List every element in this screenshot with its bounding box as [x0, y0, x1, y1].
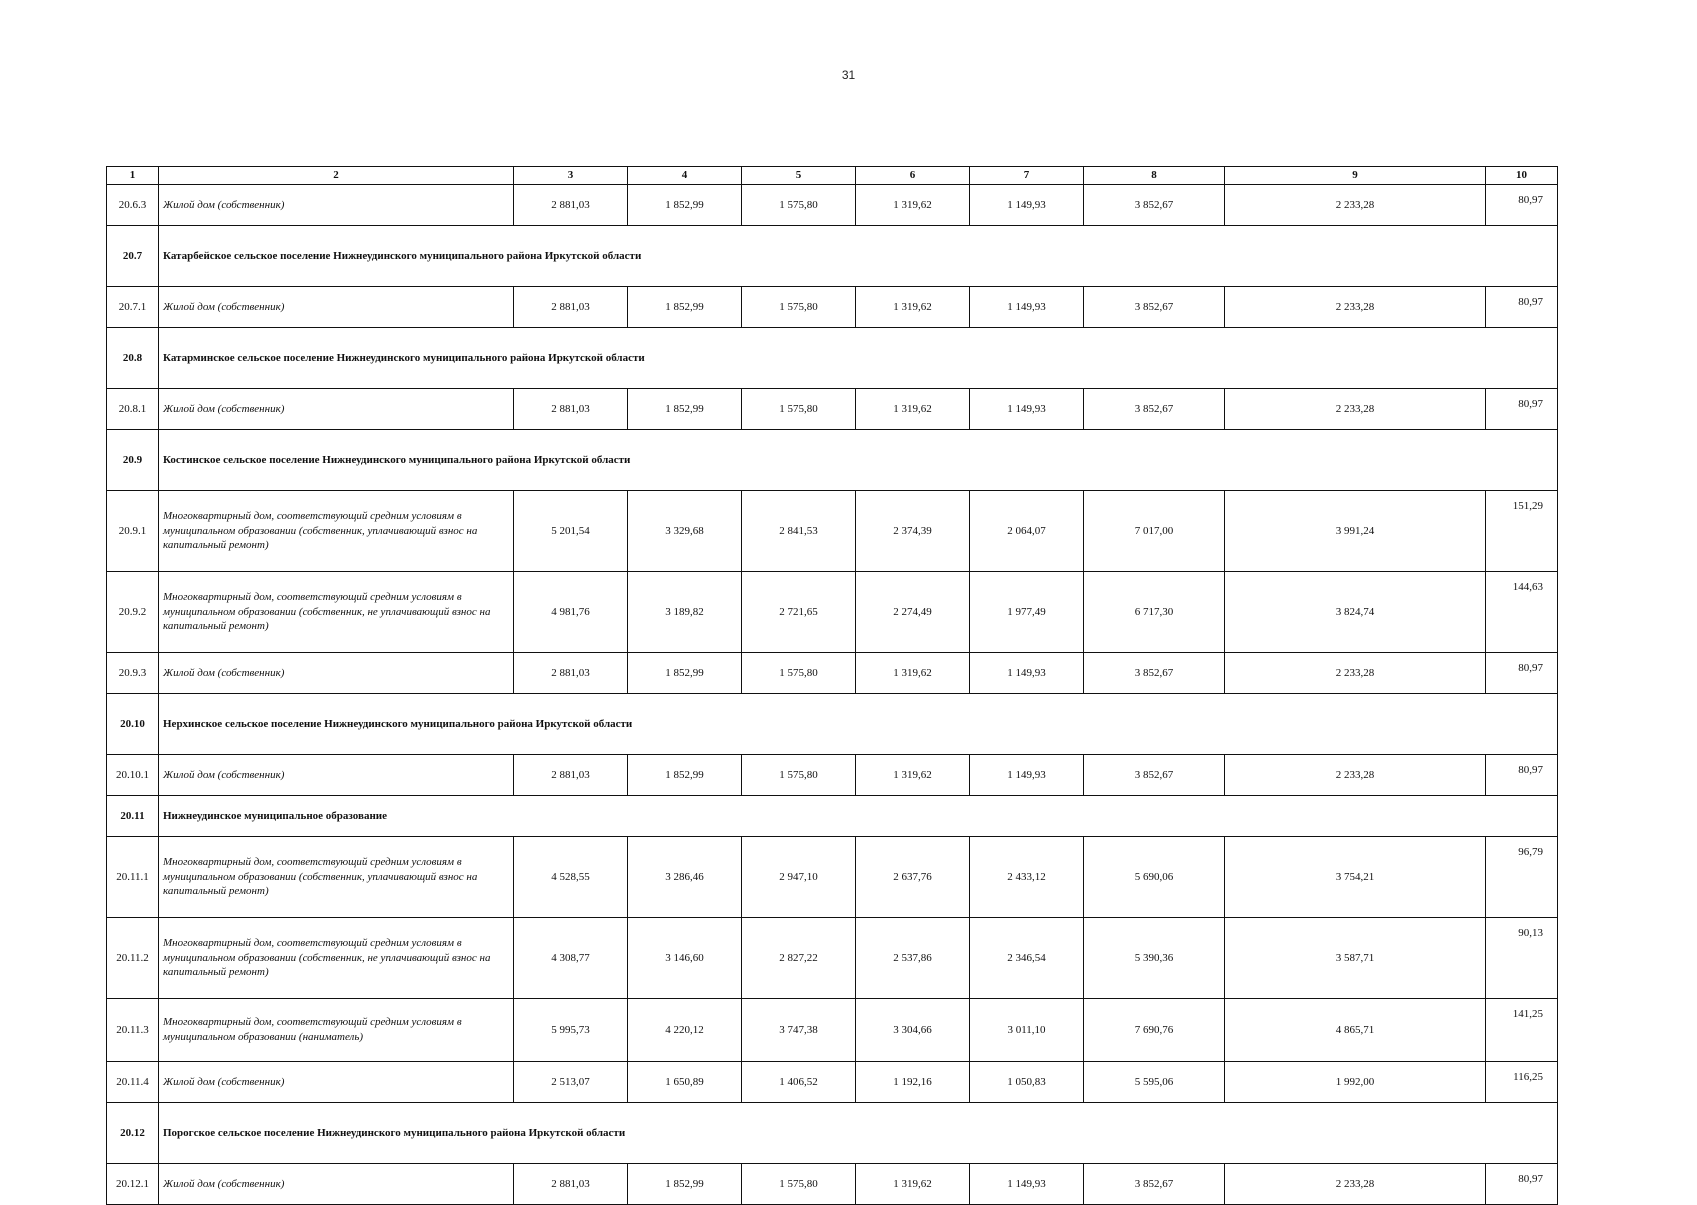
column-header: 5 [742, 167, 856, 185]
value-cell: 3 852,67 [1084, 755, 1225, 796]
row-code: 20.9.3 [107, 653, 159, 694]
value-cell: 1 050,83 [970, 1062, 1084, 1103]
row-code: 20.11.3 [107, 999, 159, 1062]
value-cell: 3 852,67 [1084, 1164, 1225, 1205]
value-cell: 1 852,99 [628, 653, 742, 694]
table-row [107, 837, 1558, 918]
value-cell: 5 995,73 [514, 999, 628, 1062]
value-cell: 3 011,10 [970, 999, 1084, 1062]
value-cell: 151,29 [1486, 491, 1558, 572]
value-cell: 1 575,80 [742, 287, 856, 328]
section-row [107, 328, 1558, 389]
table-body [107, 185, 1558, 1205]
value-cell: 2 637,76 [856, 837, 970, 918]
table-row [107, 918, 1558, 999]
value-cell: 80,97 [1486, 653, 1558, 694]
section-code: 20.10 [107, 694, 159, 755]
value-cell: 3 587,71 [1225, 918, 1486, 999]
column-header: 2 [159, 167, 514, 185]
row-code: 20.7.1 [107, 287, 159, 328]
section-code: 20.7 [107, 226, 159, 287]
value-cell: 1 575,80 [742, 1164, 856, 1205]
value-cell: 3 747,38 [742, 999, 856, 1062]
row-code: 20.11.1 [107, 837, 159, 918]
row-description: Жилой дом (собственник) [159, 653, 514, 694]
value-cell: 1 852,99 [628, 389, 742, 430]
row-description: Многоквартирный дом, соответствующий средним условиям в муниципальном образовании (наниматель) [159, 999, 514, 1062]
value-cell: 2 537,86 [856, 918, 970, 999]
table-row [107, 185, 1558, 226]
section-code: 20.8 [107, 328, 159, 389]
value-cell: 2 881,03 [514, 389, 628, 430]
value-cell: 1 852,99 [628, 185, 742, 226]
column-header: 7 [970, 167, 1084, 185]
value-cell: 6 717,30 [1084, 572, 1225, 653]
row-code: 20.8.1 [107, 389, 159, 430]
value-cell: 2 233,28 [1225, 185, 1486, 226]
table-row [107, 389, 1558, 430]
value-cell: 1 852,99 [628, 755, 742, 796]
value-cell: 1 149,93 [970, 287, 1084, 328]
value-cell: 2 947,10 [742, 837, 856, 918]
value-cell: 90,13 [1486, 918, 1558, 999]
section-title: Катарбейское сельское поселение Нижнеудинского муниципального района Иркутской области [159, 226, 1558, 287]
value-cell: 1 319,62 [856, 389, 970, 430]
value-cell: 3 991,24 [1225, 491, 1486, 572]
value-cell: 4 220,12 [628, 999, 742, 1062]
value-cell: 5 690,06 [1084, 837, 1225, 918]
row-description: Многоквартирный дом, соответствующий средним условиям в муниципальном образовании (собственник, не уплачивающий взнос на капитальный ремонт) [159, 572, 514, 653]
section-title: Нижнеудинское муниципальное образование [159, 796, 1558, 837]
value-cell: 141,25 [1486, 999, 1558, 1062]
value-cell: 2 881,03 [514, 755, 628, 796]
value-cell: 1 319,62 [856, 653, 970, 694]
value-cell: 80,97 [1486, 389, 1558, 430]
value-cell: 1 319,62 [856, 755, 970, 796]
row-description: Многоквартирный дом, соответствующий средним условиям в муниципальном образовании (собственник, уплачивающий взнос на капитальный ремонт) [159, 491, 514, 572]
value-cell: 1 575,80 [742, 755, 856, 796]
section-row [107, 226, 1558, 287]
row-code: 20.11.2 [107, 918, 159, 999]
section-title: Костинское сельское поселение Нижнеудинского муниципального района Иркутской области [159, 430, 1558, 491]
value-cell: 4 981,76 [514, 572, 628, 653]
value-cell: 3 824,74 [1225, 572, 1486, 653]
value-cell: 3 329,68 [628, 491, 742, 572]
value-cell: 5 201,54 [514, 491, 628, 572]
value-cell: 80,97 [1486, 1164, 1558, 1205]
value-cell: 2 064,07 [970, 491, 1084, 572]
section-row [107, 1103, 1558, 1164]
value-cell: 80,97 [1486, 287, 1558, 328]
column-header: 6 [856, 167, 970, 185]
value-cell: 1 319,62 [856, 1164, 970, 1205]
row-description: Многоквартирный дом, соответствующий средним условиям в муниципальном образовании (собственник, не уплачивающий взнос на капитальный ремонт) [159, 918, 514, 999]
value-cell: 2 841,53 [742, 491, 856, 572]
table-row [107, 999, 1558, 1062]
value-cell: 3 286,46 [628, 837, 742, 918]
row-code: 20.12.1 [107, 1164, 159, 1205]
value-cell: 2 233,28 [1225, 287, 1486, 328]
row-description: Жилой дом (собственник) [159, 389, 514, 430]
table-row [107, 287, 1558, 328]
value-cell: 3 852,67 [1084, 287, 1225, 328]
value-cell: 2 513,07 [514, 1062, 628, 1103]
table-row [107, 572, 1558, 653]
section-title: Нерхинское сельское поселение Нижнеудинского муниципального района Иркутской области [159, 694, 1558, 755]
row-code: 20.9.1 [107, 491, 159, 572]
value-cell: 1 575,80 [742, 653, 856, 694]
row-code: 20.6.3 [107, 185, 159, 226]
value-cell: 2 827,22 [742, 918, 856, 999]
tariff-table [106, 166, 1558, 1205]
section-title: Порогское сельское поселение Нижнеудинского муниципального района Иркутской области [159, 1103, 1558, 1164]
value-cell: 5 390,36 [1084, 918, 1225, 999]
value-cell: 5 595,06 [1084, 1062, 1225, 1103]
value-cell: 1 977,49 [970, 572, 1084, 653]
value-cell: 2 346,54 [970, 918, 1084, 999]
value-cell: 144,63 [1486, 572, 1558, 653]
value-cell: 1 149,93 [970, 755, 1084, 796]
value-cell: 4 308,77 [514, 918, 628, 999]
table-row [107, 755, 1558, 796]
section-row [107, 694, 1558, 755]
column-header: 1 [107, 167, 159, 185]
row-description: Жилой дом (собственник) [159, 287, 514, 328]
value-cell: 2 721,65 [742, 572, 856, 653]
section-code: 20.9 [107, 430, 159, 491]
value-cell: 1 149,93 [970, 1164, 1084, 1205]
value-cell: 80,97 [1486, 185, 1558, 226]
table-row [107, 1164, 1558, 1205]
value-cell: 3 754,21 [1225, 837, 1486, 918]
value-cell: 2 233,28 [1225, 389, 1486, 430]
value-cell: 2 233,28 [1225, 755, 1486, 796]
value-cell: 96,79 [1486, 837, 1558, 918]
value-cell: 4 865,71 [1225, 999, 1486, 1062]
value-cell: 1 149,93 [970, 653, 1084, 694]
value-cell: 3 189,82 [628, 572, 742, 653]
section-code: 20.11 [107, 796, 159, 837]
value-cell: 3 852,67 [1084, 185, 1225, 226]
row-description: Жилой дом (собственник) [159, 185, 514, 226]
value-cell: 1 575,80 [742, 389, 856, 430]
value-cell: 2 881,03 [514, 287, 628, 328]
row-code: 20.10.1 [107, 755, 159, 796]
column-header: 10 [1486, 167, 1558, 185]
value-cell: 1 406,52 [742, 1062, 856, 1103]
value-cell: 116,25 [1486, 1062, 1558, 1103]
value-cell: 1 650,89 [628, 1062, 742, 1103]
section-row [107, 430, 1558, 491]
value-cell: 3 146,60 [628, 918, 742, 999]
value-cell: 2 881,03 [514, 185, 628, 226]
section-code: 20.12 [107, 1103, 159, 1164]
value-cell: 3 852,67 [1084, 653, 1225, 694]
value-cell: 1 149,93 [970, 185, 1084, 226]
value-cell: 1 852,99 [628, 287, 742, 328]
row-code: 20.9.2 [107, 572, 159, 653]
column-header: 3 [514, 167, 628, 185]
value-cell: 1 852,99 [628, 1164, 742, 1205]
value-cell: 7 690,76 [1084, 999, 1225, 1062]
section-row [107, 796, 1558, 837]
row-description: Жилой дом (собственник) [159, 1164, 514, 1205]
page-number: 31 [841, 68, 856, 82]
header-row [107, 167, 1558, 185]
value-cell: 4 528,55 [514, 837, 628, 918]
value-cell: 1 319,62 [856, 287, 970, 328]
value-cell: 1 149,93 [970, 389, 1084, 430]
value-cell: 1 575,80 [742, 185, 856, 226]
value-cell: 2 233,28 [1225, 653, 1486, 694]
section-title: Катарминское сельское поселение Нижнеудинского муниципального района Иркутской области [159, 328, 1558, 389]
table-row [107, 1062, 1558, 1103]
row-description: Многоквартирный дом, соответствующий средним условиям в муниципальном образовании (собственник, уплачивающий взнос на капитальный ремонт) [159, 837, 514, 918]
table-row [107, 653, 1558, 694]
row-code: 20.11.4 [107, 1062, 159, 1103]
value-cell: 80,97 [1486, 755, 1558, 796]
row-description: Жилой дом (собственник) [159, 1062, 514, 1103]
value-cell: 2 274,49 [856, 572, 970, 653]
row-description: Жилой дом (собственник) [159, 755, 514, 796]
column-header: 8 [1084, 167, 1225, 185]
value-cell: 2 881,03 [514, 653, 628, 694]
value-cell: 2 233,28 [1225, 1164, 1486, 1205]
value-cell: 2 374,39 [856, 491, 970, 572]
value-cell: 2 881,03 [514, 1164, 628, 1205]
value-cell: 3 852,67 [1084, 389, 1225, 430]
value-cell: 3 304,66 [856, 999, 970, 1062]
value-cell: 1 319,62 [856, 185, 970, 226]
value-cell: 1 992,00 [1225, 1062, 1486, 1103]
column-header: 4 [628, 167, 742, 185]
value-cell: 7 017,00 [1084, 491, 1225, 572]
value-cell: 1 192,16 [856, 1062, 970, 1103]
table-row [107, 491, 1558, 572]
value-cell: 2 433,12 [970, 837, 1084, 918]
column-header: 9 [1225, 167, 1486, 185]
